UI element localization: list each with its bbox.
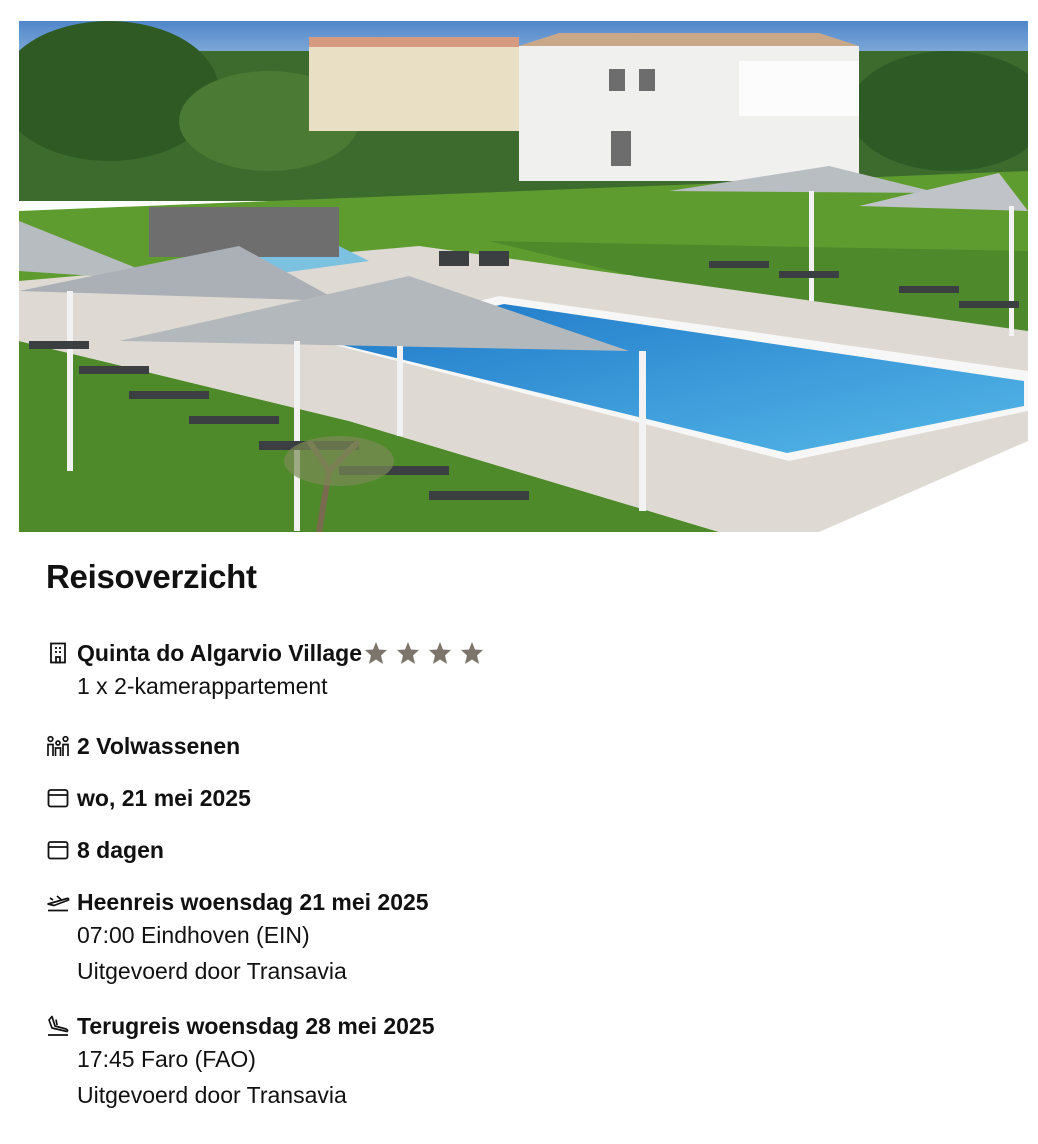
travelers-section xyxy=(46,731,946,761)
hotel-name: Quinta do Algarvio Village xyxy=(77,639,362,666)
departure-date-section xyxy=(46,783,946,813)
calendar-icon xyxy=(46,838,70,862)
calendar-icon xyxy=(46,786,70,810)
hotel-pool-illustration xyxy=(19,21,1028,532)
trip-duration: 8 dagen xyxy=(77,836,164,863)
return-operator: Uitgevoerd door Transavia xyxy=(77,1082,347,1108)
star-icon xyxy=(364,641,388,665)
page-title: Reisoverzicht xyxy=(46,558,257,595)
outbound-time-place: 07:00 Eindhoven (EIN) xyxy=(77,922,310,948)
star-icon xyxy=(460,641,484,665)
star-icon xyxy=(396,641,420,665)
building-icon xyxy=(46,641,70,665)
star-icon xyxy=(428,641,452,665)
people-icon xyxy=(46,734,70,758)
departure-date: wo, 21 mei 2025 xyxy=(77,784,251,811)
outbound-flight-section xyxy=(46,887,946,989)
hotel-star-rating xyxy=(364,641,492,665)
return-title: Terugreis woensdag 28 mei 2025 xyxy=(77,1012,435,1039)
return-time-place: 17:45 Faro (FAO) xyxy=(77,1046,256,1072)
plane-landing-icon xyxy=(46,1014,70,1038)
room-type: 1 x 2-kamerappartement xyxy=(77,673,328,699)
travelers-count: 2 Volwassenen xyxy=(77,732,241,759)
outbound-title: Heenreis woensdag 21 mei 2025 xyxy=(77,888,429,915)
outbound-operator: Uitgevoerd door Transavia xyxy=(77,958,347,984)
duration-section xyxy=(46,835,946,865)
plane-takeoff-icon xyxy=(46,890,70,914)
hotel-pool-photo xyxy=(19,21,1028,532)
hotel-section xyxy=(46,638,946,704)
return-flight-section xyxy=(46,1011,946,1113)
